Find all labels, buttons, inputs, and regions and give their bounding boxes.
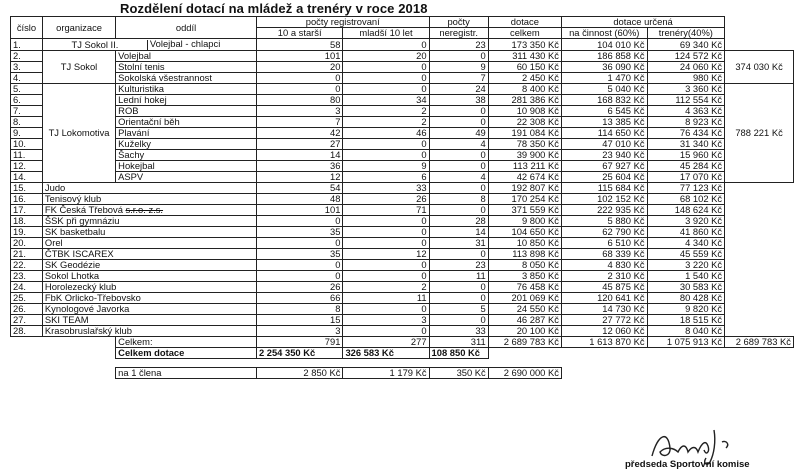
dotace-cinnost: 5 880 Kč bbox=[561, 215, 647, 226]
dotace-celkem: 192 807 Kč bbox=[488, 182, 561, 193]
per-member-label: na 1 člena bbox=[116, 367, 257, 378]
count-neregistr: 0 bbox=[429, 149, 488, 160]
dotace-celkem: 104 650 Kč bbox=[488, 226, 561, 237]
row-number: 11. bbox=[11, 149, 43, 160]
dotace-cinnost: 25 604 Kč bbox=[561, 171, 647, 182]
oddil-name: Orientační běh bbox=[116, 116, 257, 127]
count-neregistr: 0 bbox=[429, 281, 488, 292]
count-neregistr: 0 bbox=[429, 182, 488, 193]
row-number: 18. bbox=[11, 215, 43, 226]
dotace-cinnost: 186 858 Kč bbox=[561, 50, 647, 61]
total-over10: 791 bbox=[256, 336, 343, 347]
celkem-dotace-under10: 326 583 Kč bbox=[343, 347, 429, 358]
oddil-name: Kuželky bbox=[116, 138, 257, 149]
count-neregistr: 0 bbox=[429, 105, 488, 116]
spacer-row bbox=[11, 358, 794, 367]
dotace-cinnost: 222 935 Kč bbox=[561, 204, 647, 215]
count-under10: 0 bbox=[343, 83, 429, 94]
count-under10: 0 bbox=[343, 259, 429, 270]
org-name: Sokol Lhotka bbox=[42, 270, 256, 281]
org-name: Tenisový klub bbox=[42, 193, 256, 204]
count-under10: 0 bbox=[343, 149, 429, 160]
dotace-celkem: 10 908 Kč bbox=[488, 105, 561, 116]
count-under10: 0 bbox=[343, 39, 429, 51]
count-over10: 80 bbox=[256, 94, 343, 105]
dotace-cinnost: 115 684 Kč bbox=[561, 182, 647, 193]
dotace-treneri: 3 920 Kč bbox=[647, 215, 725, 226]
row-number: 9. bbox=[11, 127, 43, 138]
dotace-celkem: 46 287 Kč bbox=[488, 314, 561, 325]
count-over10: 26 bbox=[256, 281, 343, 292]
per-member-neregistr: 350 Kč bbox=[429, 367, 488, 378]
dotace-cinnost: 27 772 Kč bbox=[561, 314, 647, 325]
count-under10: 2 bbox=[343, 281, 429, 292]
celkem-dotace-neregistr: 108 850 Kč bbox=[429, 347, 488, 358]
count-over10: 101 bbox=[256, 50, 343, 61]
dotace-treneri: 68 102 Kč bbox=[647, 193, 725, 204]
count-under10: 0 bbox=[343, 303, 429, 314]
table-row bbox=[11, 314, 794, 325]
row-number: 2. bbox=[11, 50, 43, 61]
count-over10: 66 bbox=[256, 292, 343, 303]
dotace-treneri: 45 559 Kč bbox=[647, 248, 725, 259]
table-row bbox=[11, 50, 794, 61]
table-row bbox=[11, 259, 794, 270]
table-row bbox=[11, 281, 794, 292]
per-member-over10: 2 850 Kč bbox=[256, 367, 343, 378]
dotace-cinnost: 13 385 Kč bbox=[561, 116, 647, 127]
row-number: 21. bbox=[11, 248, 43, 259]
dotace-cinnost: 4 830 Kč bbox=[561, 259, 647, 270]
dotace-cinnost: 36 090 Kč bbox=[561, 61, 647, 72]
count-neregistr: 0 bbox=[429, 50, 488, 61]
count-neregistr: 4 bbox=[429, 171, 488, 182]
oddil-name: Lední hokej bbox=[116, 94, 257, 105]
count-under10: 0 bbox=[343, 226, 429, 237]
dotace-treneri: 1 540 Kč bbox=[647, 270, 725, 281]
dotace-celkem: 191 084 Kč bbox=[488, 127, 561, 138]
dotace-treneri: 9 820 Kč bbox=[647, 303, 725, 314]
oddil-name: Volejbal bbox=[116, 50, 257, 61]
count-neregistr: 14 bbox=[429, 226, 488, 237]
dotace-cinnost: 12 060 Kč bbox=[561, 325, 647, 336]
signature-caption: předseda Sportovní komise bbox=[625, 459, 750, 470]
org-name: Judo bbox=[42, 182, 256, 193]
count-over10: 0 bbox=[256, 259, 343, 270]
header-cinnost: na činnost (60%) bbox=[561, 28, 647, 39]
totals-row bbox=[11, 336, 794, 347]
count-under10: 6 bbox=[343, 171, 429, 182]
document-title: Rozdělení dotací na mládež a trenéry v roce 2018 bbox=[120, 1, 428, 16]
count-over10: 12 bbox=[256, 171, 343, 182]
count-under10: 0 bbox=[343, 138, 429, 149]
dotace-treneri: 18 515 Kč bbox=[647, 314, 725, 325]
dotace-treneri: 17 070 Kč bbox=[647, 171, 725, 182]
count-under10: 3 bbox=[343, 314, 429, 325]
org-name: FbK Orlicko-Třebovsko bbox=[42, 292, 256, 303]
org-name: SKI TEAM bbox=[42, 314, 256, 325]
org-name: TJ Sokol II. bbox=[43, 40, 148, 50]
dotace-cinnost: 47 010 Kč bbox=[561, 138, 647, 149]
org-name: SK basketbalu bbox=[42, 226, 256, 237]
dotace-cinnost: 168 832 Kč bbox=[561, 94, 647, 105]
row-number: 22. bbox=[11, 259, 43, 270]
count-over10: 20 bbox=[256, 61, 343, 72]
row-number: 17. bbox=[11, 204, 43, 215]
struck-suffix: s.r.o. z.s. bbox=[125, 204, 164, 215]
count-neregistr: 28 bbox=[429, 215, 488, 226]
org-name: SK Geodézie bbox=[42, 259, 256, 270]
count-over10: 48 bbox=[256, 193, 343, 204]
table-row bbox=[11, 182, 794, 193]
dotace-celkem: 22 308 Kč bbox=[488, 116, 561, 127]
org-name: FK Česká Třebová bbox=[44, 204, 123, 215]
header-age-under10: mladší 10 let bbox=[343, 28, 429, 39]
celkem-dotace-label: Celkem dotace bbox=[116, 347, 257, 358]
dotace-cinnost: 45 875 Kč bbox=[561, 281, 647, 292]
dotace-celkem: 8 400 Kč bbox=[488, 83, 561, 94]
table-row bbox=[11, 226, 794, 237]
oddil-name: ASPV bbox=[116, 171, 257, 182]
count-under10: 9 bbox=[343, 160, 429, 171]
count-under10: 71 bbox=[343, 204, 429, 215]
dotace-treneri: 80 428 Kč bbox=[647, 292, 725, 303]
count-over10: 42 bbox=[256, 127, 343, 138]
dotace-treneri: 77 123 Kč bbox=[647, 182, 725, 193]
dotace-treneri: 8 923 Kč bbox=[647, 116, 725, 127]
dotace-treneri: 112 554 Kč bbox=[647, 94, 725, 105]
count-over10: 54 bbox=[256, 182, 343, 193]
org-name: TJ Sokol bbox=[42, 50, 115, 83]
per-member-under10: 1 179 Kč bbox=[343, 367, 429, 378]
count-over10: 3 bbox=[256, 105, 343, 116]
dotace-treneri: 148 624 Kč bbox=[647, 204, 725, 215]
dotace-cinnost: 62 790 Kč bbox=[561, 226, 647, 237]
row-number: 6. bbox=[11, 94, 43, 105]
count-neregistr: 7 bbox=[429, 72, 488, 83]
row-number: 4. bbox=[11, 72, 43, 83]
dotace-treneri: 69 340 Kč bbox=[647, 39, 725, 51]
count-under10: 26 bbox=[343, 193, 429, 204]
dotace-celkem: 173 350 Kč bbox=[488, 39, 561, 51]
dotace-cinnost: 23 940 Kč bbox=[561, 149, 647, 160]
dotace-cinnost: 2 310 Kč bbox=[561, 270, 647, 281]
dotace-treneri: 41 860 Kč bbox=[647, 226, 725, 237]
count-over10: 3 bbox=[256, 325, 343, 336]
row-number: 23. bbox=[11, 270, 43, 281]
table-row bbox=[11, 270, 794, 281]
row-number: 25. bbox=[11, 292, 43, 303]
row-number: 27. bbox=[11, 314, 43, 325]
oddil-name: Hokejbal bbox=[116, 160, 257, 171]
count-under10: 46 bbox=[343, 127, 429, 138]
org-name: ŠSK při gymnáziu bbox=[42, 215, 256, 226]
dotace-treneri: 15 960 Kč bbox=[647, 149, 725, 160]
count-neregistr: 38 bbox=[429, 94, 488, 105]
table-row bbox=[11, 149, 794, 160]
per-member-dotace: 2 690 000 Kč bbox=[488, 367, 561, 378]
dotace-cinnost: 114 650 Kč bbox=[561, 127, 647, 138]
dotace-celkem: 201 069 Kč bbox=[488, 292, 561, 303]
per-member-row bbox=[11, 367, 794, 378]
header-row bbox=[11, 17, 794, 28]
total-under10: 277 bbox=[343, 336, 429, 347]
table-row bbox=[11, 215, 794, 226]
count-under10: 0 bbox=[343, 325, 429, 336]
count-over10: 0 bbox=[256, 83, 343, 94]
dotace-celkem: 78 350 Kč bbox=[488, 138, 561, 149]
row-number: 15. bbox=[11, 182, 43, 193]
table-row bbox=[11, 292, 794, 303]
row-number: 20. bbox=[11, 237, 43, 248]
dotace-cinnost: 67 927 Kč bbox=[561, 160, 647, 171]
row-number: 14. bbox=[11, 171, 43, 182]
count-over10: 7 bbox=[256, 116, 343, 127]
count-neregistr: 23 bbox=[429, 259, 488, 270]
count-over10: 35 bbox=[256, 226, 343, 237]
total-neregistr: 311 bbox=[429, 336, 488, 347]
row-number: 16. bbox=[11, 193, 43, 204]
dotace-treneri: 8 040 Kč bbox=[647, 325, 725, 336]
count-over10: 36 bbox=[256, 160, 343, 171]
count-neregistr: 0 bbox=[429, 292, 488, 303]
header-organizace: organizace bbox=[42, 17, 115, 39]
dotace-celkem: 60 150 Kč bbox=[488, 61, 561, 72]
oddil-name: Šachy bbox=[116, 149, 257, 160]
count-under10: 0 bbox=[343, 237, 429, 248]
table-row bbox=[11, 105, 794, 116]
table-row bbox=[11, 94, 794, 105]
row-number: 5. bbox=[11, 83, 43, 94]
count-neregistr: 11 bbox=[429, 270, 488, 281]
oddil-name: Sokolská všestrannost bbox=[116, 72, 257, 83]
dotace-celkem: 371 559 Kč bbox=[488, 204, 561, 215]
total-cinnost: 1 613 870 Kč bbox=[561, 336, 647, 347]
count-over10: 0 bbox=[256, 72, 343, 83]
count-neregistr: 31 bbox=[429, 237, 488, 248]
table-row bbox=[11, 39, 794, 51]
header-celkem: celkem bbox=[488, 28, 561, 39]
header-pocty-registrovani: počty registrovaní bbox=[256, 17, 429, 28]
row-number: 19. bbox=[11, 226, 43, 237]
oddil-name: ROB bbox=[116, 105, 257, 116]
dotace-celkem: 311 430 Kč bbox=[488, 50, 561, 61]
header-neregistr: neregistr. bbox=[429, 28, 488, 39]
dotace-treneri: 31 340 Kč bbox=[647, 138, 725, 149]
count-under10: 20 bbox=[343, 50, 429, 61]
table-row bbox=[11, 171, 794, 182]
table-row bbox=[11, 138, 794, 149]
total-dotace: 2 689 783 Kč bbox=[488, 336, 561, 347]
dotace-treneri: 45 284 Kč bbox=[647, 160, 725, 171]
totals-label: Celkem: bbox=[116, 336, 257, 347]
subsidy-table bbox=[10, 16, 794, 379]
table-row bbox=[11, 83, 794, 94]
count-neregistr: 8 bbox=[429, 193, 488, 204]
org-name: Horolezecký klub bbox=[42, 281, 256, 292]
count-neregistr: 0 bbox=[429, 248, 488, 259]
count-over10: 35 bbox=[256, 248, 343, 259]
dotace-cinnost: 104 010 Kč bbox=[561, 39, 647, 51]
count-under10: 34 bbox=[343, 94, 429, 105]
dotace-cinnost: 5 040 Kč bbox=[561, 83, 647, 94]
group-total-sokol: 374 030 Kč bbox=[725, 50, 794, 83]
row-number: 7. bbox=[11, 105, 43, 116]
table-row bbox=[11, 61, 794, 72]
row-number: 28. bbox=[11, 325, 43, 336]
count-under10: 2 bbox=[343, 116, 429, 127]
count-under10: 33 bbox=[343, 182, 429, 193]
table-row bbox=[11, 204, 794, 215]
org-name-cell bbox=[42, 204, 256, 215]
count-neregistr: 0 bbox=[429, 314, 488, 325]
dotace-cinnost: 14 730 Kč bbox=[561, 303, 647, 314]
oddil-name: Volejbal - chlapci bbox=[149, 38, 221, 49]
count-neregistr: 33 bbox=[429, 325, 488, 336]
oddil-name: Stolní tenis bbox=[116, 61, 257, 72]
count-over10: 27 bbox=[256, 138, 343, 149]
count-neregistr: 0 bbox=[429, 116, 488, 127]
dotace-treneri: 980 Kč bbox=[647, 72, 725, 83]
dotace-cinnost: 6 545 Kč bbox=[561, 105, 647, 116]
dotace-treneri: 4 363 Kč bbox=[647, 105, 725, 116]
oddil-name: Kulturistika bbox=[116, 83, 257, 94]
dotace-cinnost: 1 470 Kč bbox=[561, 72, 647, 83]
count-neregistr: 0 bbox=[429, 160, 488, 171]
dotace-celkem: 2 450 Kč bbox=[488, 72, 561, 83]
dotace-treneri: 76 434 Kč bbox=[647, 127, 725, 138]
org-name: Kynologové Javorka bbox=[42, 303, 256, 314]
total-treneri: 1 075 913 Kč bbox=[647, 336, 725, 347]
count-neregistr: 49 bbox=[429, 127, 488, 138]
row-number: 8. bbox=[11, 116, 43, 127]
dotace-celkem: 113 211 Kč bbox=[488, 160, 561, 171]
dotace-celkem: 9 800 Kč bbox=[488, 215, 561, 226]
header-pocty: počty bbox=[429, 17, 488, 28]
dotace-celkem: 39 900 Kč bbox=[488, 149, 561, 160]
row-number: 1. bbox=[11, 39, 43, 51]
table-row bbox=[11, 325, 794, 336]
table-row bbox=[11, 127, 794, 138]
celkem-dotace-row bbox=[11, 347, 794, 358]
celkem-dotace-over10: 2 254 350 Kč bbox=[256, 347, 343, 358]
count-neregistr: 5 bbox=[429, 303, 488, 314]
row-number: 12. bbox=[11, 160, 43, 171]
org-name: Orel bbox=[42, 237, 256, 248]
dotace-treneri: 24 060 Kč bbox=[647, 61, 725, 72]
count-neregistr: 9 bbox=[429, 61, 488, 72]
count-over10: 8 bbox=[256, 303, 343, 314]
header-oddil: oddíl bbox=[116, 17, 257, 39]
dotace-cinnost: 102 152 Kč bbox=[561, 193, 647, 204]
grand-total: 2 689 783 Kč bbox=[725, 336, 794, 347]
header-age-over10: 10 a starší bbox=[256, 28, 343, 39]
count-neregistr: 4 bbox=[429, 138, 488, 149]
count-under10: 12 bbox=[343, 248, 429, 259]
table-row bbox=[11, 116, 794, 127]
row-number: 26. bbox=[11, 303, 43, 314]
table-row bbox=[11, 160, 794, 171]
dotace-celkem: 20 100 Kč bbox=[488, 325, 561, 336]
table-row bbox=[11, 72, 794, 83]
count-neregistr: 23 bbox=[429, 39, 488, 51]
count-over10: 0 bbox=[256, 237, 343, 248]
dotace-celkem: 24 550 Kč bbox=[488, 303, 561, 314]
dotace-treneri: 30 583 Kč bbox=[647, 281, 725, 292]
count-over10: 101 bbox=[256, 204, 343, 215]
count-over10: 14 bbox=[256, 149, 343, 160]
dotace-celkem: 76 458 Kč bbox=[488, 281, 561, 292]
count-over10: 0 bbox=[256, 215, 343, 226]
count-over10: 58 bbox=[256, 39, 343, 51]
count-under10: 0 bbox=[343, 61, 429, 72]
dotace-celkem: 10 850 Kč bbox=[488, 237, 561, 248]
dotace-cinnost: 120 641 Kč bbox=[561, 292, 647, 303]
count-over10: 0 bbox=[256, 270, 343, 281]
count-under10: 11 bbox=[343, 292, 429, 303]
row-number: 3. bbox=[11, 61, 43, 72]
header-dotace-urcena: dotace určená bbox=[561, 17, 724, 28]
dotace-celkem: 113 898 Kč bbox=[488, 248, 561, 259]
header-treneri: trenéry(40%) bbox=[647, 28, 725, 39]
count-neregistr: 24 bbox=[429, 83, 488, 94]
count-under10: 2 bbox=[343, 105, 429, 116]
oddil-name: Plavání bbox=[116, 127, 257, 138]
org-name: TJ Lokomotiva bbox=[42, 83, 115, 182]
dotace-celkem: 281 386 Kč bbox=[488, 94, 561, 105]
dotace-celkem: 8 050 Kč bbox=[488, 259, 561, 270]
group-total-lokomotiva: 788 221 Kč bbox=[725, 83, 794, 182]
count-under10: 0 bbox=[343, 270, 429, 281]
count-under10: 0 bbox=[343, 72, 429, 83]
dotace-celkem: 170 254 Kč bbox=[488, 193, 561, 204]
table-row bbox=[11, 303, 794, 314]
dotace-cinnost: 68 339 Kč bbox=[561, 248, 647, 259]
row-number: 24. bbox=[11, 281, 43, 292]
header-cislo: číslo bbox=[11, 17, 43, 39]
count-over10: 15 bbox=[256, 314, 343, 325]
table-row bbox=[11, 193, 794, 204]
dotace-treneri: 3 360 Kč bbox=[647, 83, 725, 94]
dotace-celkem: 42 674 Kč bbox=[488, 171, 561, 182]
dotace-celkem: 3 850 Kč bbox=[488, 270, 561, 281]
dotace-cinnost: 6 510 Kč bbox=[561, 237, 647, 248]
row-number: 10. bbox=[11, 138, 43, 149]
count-under10: 0 bbox=[343, 215, 429, 226]
table-row bbox=[11, 248, 794, 259]
count-neregistr: 0 bbox=[429, 204, 488, 215]
header-dotace: dotace bbox=[488, 17, 561, 28]
dotace-treneri: 124 572 Kč bbox=[647, 50, 725, 61]
org-name: ČTBK ISCAREX bbox=[42, 248, 256, 259]
dotace-treneri: 4 340 Kč bbox=[647, 237, 725, 248]
dotace-treneri: 3 220 Kč bbox=[647, 259, 725, 270]
table-row bbox=[11, 237, 794, 248]
org-name: Krasobruslařský klub bbox=[42, 325, 256, 336]
